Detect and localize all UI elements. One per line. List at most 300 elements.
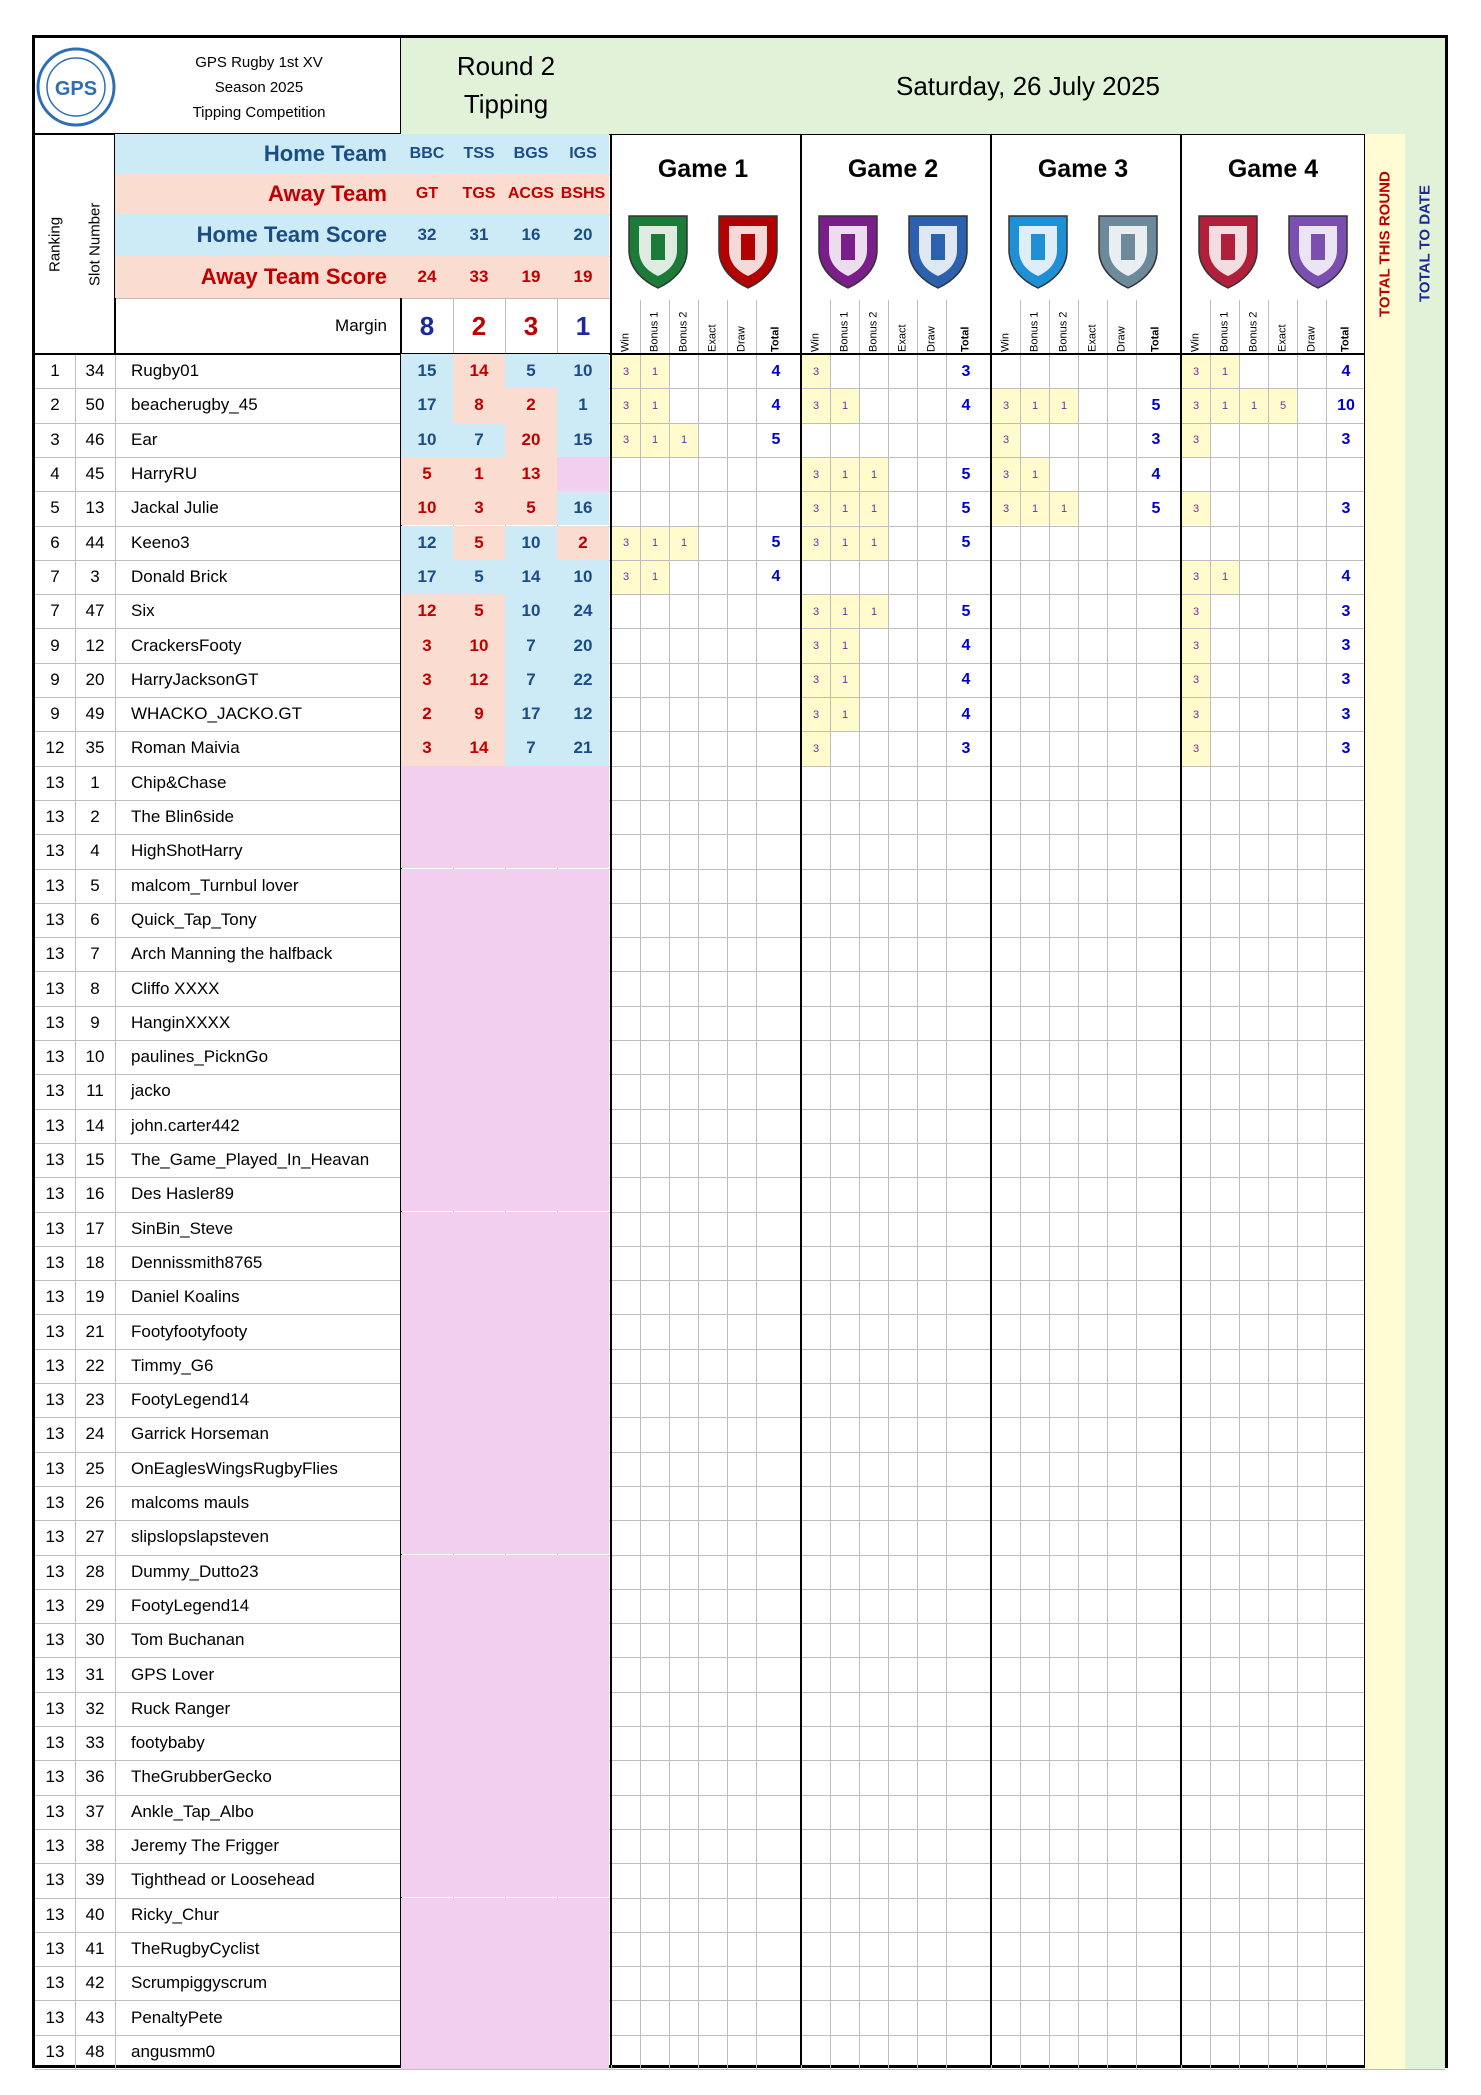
pick-game-3 (505, 1280, 557, 1314)
pick-game-3 (505, 766, 557, 800)
rank-cell: 13 (45, 909, 65, 929)
sub-col-bonus-1-2: Bonus 1 (838, 311, 851, 352)
col-line (669, 354, 670, 2069)
pick-game-1: 15 (401, 354, 453, 388)
game-4-bonus-1: 1 (1211, 561, 1239, 594)
game-3-win: 3 (992, 424, 1020, 457)
game-4-bonus-1: 1 (1211, 355, 1239, 388)
pick-game-2 (453, 1657, 505, 1691)
sub-col-win-3: Win (999, 333, 1012, 352)
pick-game-1 (401, 1109, 453, 1143)
tipster-name: FootyLegend14 (131, 1390, 250, 1410)
game-1-win: 3 (612, 527, 640, 560)
slot-cell: 46 (85, 429, 105, 449)
game-3-total: 3 (1151, 431, 1161, 449)
pick-game-4 (557, 2035, 609, 2069)
pick-game-4 (557, 1314, 609, 1348)
date-block (611, 38, 1445, 134)
game-1-bonus-2: 1 (670, 424, 698, 457)
pick-game-3: 7 (505, 628, 557, 662)
game-4-win: 3 (1182, 492, 1210, 525)
team-crest-2-away (901, 210, 975, 290)
game-4-total: 4 (1341, 568, 1351, 586)
slot-cell: 27 (85, 1527, 105, 1547)
slot-cell: 34 (85, 361, 105, 381)
game-4-total: 3 (1341, 705, 1351, 723)
rank-cell: 13 (45, 1561, 65, 1581)
home-score-label: Home Team Score (115, 214, 401, 256)
tipster-name: TheRugbyCyclist (131, 1938, 260, 1958)
away-score-1: 24 (401, 256, 453, 298)
pick-game-4 (557, 1143, 609, 1177)
home-score-1: 32 (401, 214, 453, 256)
pick-game-1 (401, 1657, 453, 1691)
slot-cell: 7 (90, 944, 100, 964)
game-2-win: 3 (802, 698, 830, 731)
slot-cell: 12 (85, 635, 105, 655)
sub-col-win-2: Win (809, 333, 822, 352)
game-3-win: 3 (992, 458, 1020, 491)
rank-cell: 13 (45, 1081, 65, 1101)
pick-game-4: 10 (557, 560, 609, 594)
pick-game-4 (557, 1726, 609, 1760)
game-2-total: 3 (961, 739, 971, 757)
game-4-exact: 5 (1269, 389, 1297, 422)
rank-cell: 1 (50, 361, 60, 381)
col-line (917, 354, 918, 2069)
col-line (1020, 354, 1021, 2069)
slot-cell: 32 (85, 1698, 105, 1718)
margin-1: 8 (419, 310, 435, 341)
pick-game-4 (557, 1417, 609, 1451)
pick-game-1 (401, 1212, 453, 1246)
slot-cell: 44 (85, 532, 105, 552)
pick-game-2 (453, 903, 505, 937)
tipster-name: HarryRU (131, 464, 198, 484)
pick-game-4 (557, 1520, 609, 1554)
pick-game-1: 17 (401, 388, 453, 422)
sub-col-exact-2: Exact (896, 324, 909, 352)
rank-cell: 6 (50, 532, 60, 552)
pick-game-1: 2 (401, 697, 453, 731)
sub-col-exact-4: Exact (1276, 324, 1289, 352)
pick-game-1 (401, 1040, 453, 1074)
game-2-win: 3 (802, 355, 830, 388)
tipster-name: Tighthead or Loosehead (131, 1870, 315, 1890)
tipster-name: Jackal Julie (131, 498, 219, 518)
pick-game-4 (557, 937, 609, 971)
game-title-3: Game 3 (1037, 154, 1129, 183)
pick-game-4: 10 (557, 354, 609, 388)
tipster-name: HanginXXXX (131, 1012, 231, 1032)
game-2-total: 4 (961, 671, 971, 689)
game-4-total: 3 (1341, 499, 1351, 517)
slot-cell: 2 (90, 807, 100, 827)
game-2-bonus-2: 1 (860, 458, 888, 491)
tipster-name: Chip&Chase (131, 772, 227, 792)
pick-game-4 (557, 1006, 609, 1040)
rank-cell: 13 (45, 1355, 65, 1375)
pick-game-4 (557, 1109, 609, 1143)
rank-cell: 13 (45, 1973, 65, 1993)
tipster-name: Six (131, 601, 155, 621)
pick-game-4 (557, 1383, 609, 1417)
tipster-name: The_Game_Played_In_Heavan (131, 1150, 370, 1170)
rank-cell: 13 (45, 1012, 65, 1032)
pick-game-4: 22 (557, 663, 609, 697)
tipster-name: GPS Lover (131, 1664, 215, 1684)
rank-cell: 4 (50, 464, 60, 484)
rank-cell: 13 (45, 1390, 65, 1410)
rank-cell: 13 (45, 1321, 65, 1341)
slot-cell: 45 (85, 464, 105, 484)
pick-game-4 (557, 1555, 609, 1589)
game-1-win: 3 (612, 561, 640, 594)
pick-game-2 (453, 869, 505, 903)
tipster-name: HighShotHarry (131, 841, 243, 861)
rank-cell: 13 (45, 1767, 65, 1787)
game-1-bonus-1: 1 (641, 355, 669, 388)
pick-game-3 (505, 1692, 557, 1726)
game-2-bonus-2: 1 (860, 492, 888, 525)
slot-cell: 6 (90, 909, 100, 929)
home-team-4: IGS (557, 134, 609, 174)
game-1-win: 3 (612, 424, 640, 457)
tipster-name: john.carter442 (131, 1115, 240, 1135)
pick-game-4 (557, 1486, 609, 1520)
tipster-name: The Blin6side (131, 807, 235, 827)
pick-game-4 (557, 1657, 609, 1691)
pick-game-3 (505, 1932, 557, 1966)
game-1-total: 4 (771, 396, 781, 414)
slot-cell: 14 (85, 1115, 105, 1135)
game-2-total: 3 (961, 362, 971, 380)
pick-game-2: 5 (453, 526, 505, 560)
pick-game-1 (401, 1726, 453, 1760)
home-team-label: Home Team (115, 134, 401, 174)
pick-game-4: 2 (557, 526, 609, 560)
pick-game-3 (505, 869, 557, 903)
game-1-bonus-2: 1 (670, 527, 698, 560)
pick-game-1 (401, 1280, 453, 1314)
pick-game-2 (453, 766, 505, 800)
col-line (888, 354, 889, 2069)
pick-game-1: 10 (401, 491, 453, 525)
tipster-name: footybaby (131, 1733, 205, 1753)
tipster-name: Footyfootyfooty (131, 1321, 248, 1341)
ranking-header: Ranking (46, 216, 64, 272)
pick-game-1 (401, 869, 453, 903)
pick-game-1 (401, 937, 453, 971)
pick-game-4 (557, 457, 609, 491)
rank-cell: 13 (45, 1493, 65, 1513)
pick-game-2: 14 (453, 354, 505, 388)
tipster-name: Cliffo XXXX (131, 978, 220, 998)
pick-game-3 (505, 1006, 557, 1040)
pick-game-4 (557, 1795, 609, 1829)
slot-cell: 1 (90, 772, 100, 792)
home-team-1: BBC (401, 134, 453, 174)
rank-cell: 13 (45, 1870, 65, 1890)
game-4-win: 3 (1182, 698, 1210, 731)
row-line (35, 2069, 1445, 2070)
pick-game-1 (401, 1417, 453, 1451)
pick-game-3: 7 (505, 731, 557, 765)
game-3-win: 3 (992, 492, 1020, 525)
game-3-bonus-1: 1 (1021, 492, 1049, 525)
game-2-bonus-2: 1 (860, 527, 888, 560)
pick-game-3: 10 (505, 594, 557, 628)
tipster-name: TheGrubberGecko (131, 1767, 272, 1787)
pick-game-4 (557, 1932, 609, 1966)
home-team-3: BGS (505, 134, 557, 174)
pick-game-4 (557, 1623, 609, 1657)
tipster-name: Ricky_Chur (131, 1904, 219, 1924)
pick-game-1 (401, 1829, 453, 1863)
col-line (640, 354, 641, 2069)
team-crest-1-home (621, 210, 695, 290)
slot-cell: 10 (85, 1047, 105, 1067)
comp-line-3: Tipping Competition (192, 103, 326, 121)
sub-col-exact-3: Exact (1086, 324, 1099, 352)
tipster-name: malcoms mauls (131, 1493, 250, 1513)
pick-game-1 (401, 1795, 453, 1829)
home-score-4: 20 (557, 214, 609, 256)
game-4-bonus-2: 1 (1240, 389, 1268, 422)
pick-game-2 (453, 1143, 505, 1177)
slot-cell: 22 (85, 1355, 105, 1375)
sub-col-total-2: Total (959, 326, 972, 352)
game-2-win: 3 (802, 629, 830, 662)
slot-cell: 16 (85, 1184, 105, 1204)
tipster-name: beacherugby_45 (131, 395, 258, 415)
tipster-name: Scrumpiggyscrum (131, 1973, 268, 1993)
pick-game-4 (557, 1280, 609, 1314)
sub-col-win-1: Win (619, 333, 632, 352)
logo-text: GPS (54, 78, 98, 100)
slot-cell: 9 (90, 1012, 100, 1032)
pick-game-1 (401, 1246, 453, 1280)
pick-game-3 (505, 903, 557, 937)
pick-game-3 (505, 1829, 557, 1863)
rank-cell: 13 (45, 1733, 65, 1753)
pick-game-4: 15 (557, 423, 609, 457)
pick-game-4 (557, 1829, 609, 1863)
slot-cell: 18 (85, 1252, 105, 1272)
slot-cell: 28 (85, 1561, 105, 1581)
game-4-win: 3 (1182, 629, 1210, 662)
pick-game-2 (453, 1314, 505, 1348)
team-crest-1-away (711, 210, 785, 290)
slot-cell: 20 (85, 669, 105, 689)
tipster-name: FootyLegend14 (131, 1595, 250, 1615)
tipster-name: Dummy_Dutto23 (131, 1561, 259, 1581)
pick-game-3 (505, 1074, 557, 1108)
tipster-name: Roman Maivia (131, 738, 240, 758)
slot-cell: 42 (85, 1973, 105, 1993)
pick-game-4: 16 (557, 491, 609, 525)
pick-game-2: 10 (453, 628, 505, 662)
game-4-total: 3 (1341, 671, 1351, 689)
pick-game-1: 17 (401, 560, 453, 594)
sub-col-bonus-2-2: Bonus 2 (867, 311, 880, 352)
slot-cell: 48 (85, 2041, 105, 2061)
pick-game-3 (505, 1657, 557, 1691)
tipster-name: malcom_Turnbul lover (131, 875, 299, 895)
team-crest-3-home (1001, 210, 1075, 290)
pick-game-2: 5 (453, 560, 505, 594)
tipster-name: Jeremy The Frigger (131, 1836, 280, 1856)
game-2-total: 5 (961, 534, 971, 552)
sub-col-total-4: Total (1339, 326, 1352, 352)
rank-cell: 13 (45, 1527, 65, 1547)
game-2-win: 3 (802, 527, 830, 560)
rank-cell: 12 (45, 738, 65, 758)
title-block (35, 38, 401, 134)
pick-game-3: 13 (505, 457, 557, 491)
game-2-bonus-1: 1 (831, 664, 859, 697)
col-line (1297, 354, 1298, 2069)
game-2-total: 5 (961, 602, 971, 620)
pick-game-1 (401, 1623, 453, 1657)
pick-game-4 (557, 1177, 609, 1211)
away-score-label: Away Team Score (115, 256, 401, 298)
game-2-bonus-1: 1 (831, 595, 859, 628)
away-team-4: BSHS (557, 174, 609, 214)
rank-cell: 13 (45, 2007, 65, 2027)
game-1-bonus-1: 1 (641, 424, 669, 457)
pick-game-2: 8 (453, 388, 505, 422)
away-score-4: 19 (557, 256, 609, 298)
slot-number-header: Slot Number (86, 202, 104, 286)
pick-game-3 (505, 1760, 557, 1794)
tipster-name: Tom Buchanan (131, 1630, 245, 1650)
round-subtitle: Tipping (463, 88, 549, 119)
sub-col-bonus-1-1: Bonus 1 (648, 311, 661, 352)
game-4-win: 3 (1182, 561, 1210, 594)
sub-col-exact-1: Exact (706, 324, 719, 352)
pick-game-4 (557, 2000, 609, 2034)
sub-col-draw-4: Draw (1305, 326, 1318, 352)
pick-game-3 (505, 1314, 557, 1348)
pick-game-1 (401, 971, 453, 1005)
pick-game-2 (453, 1898, 505, 1932)
game-4-total: 3 (1341, 602, 1351, 620)
pick-game-4: 24 (557, 594, 609, 628)
rank-cell: 13 (45, 1595, 65, 1615)
pick-game-1 (401, 1589, 453, 1623)
pick-game-3: 17 (505, 697, 557, 731)
pick-game-1: 12 (401, 526, 453, 560)
pick-game-1 (401, 1349, 453, 1383)
slot-cell: 3 (90, 566, 100, 586)
pick-game-2 (453, 800, 505, 834)
comp-line-1: GPS Rugby 1st XV (195, 53, 323, 71)
game-3-win: 3 (992, 389, 1020, 422)
rank-cell: 13 (45, 1218, 65, 1238)
pick-game-3 (505, 1246, 557, 1280)
pick-game-3 (505, 1349, 557, 1383)
pick-game-2 (453, 1246, 505, 1280)
slot-cell: 49 (85, 704, 105, 724)
rank-cell: 7 (50, 566, 60, 586)
game-4-win: 3 (1182, 355, 1210, 388)
pick-game-1: 3 (401, 663, 453, 697)
away-score-2: 33 (453, 256, 505, 298)
slot-cell: 50 (85, 395, 105, 415)
pick-game-2: 14 (453, 731, 505, 765)
pick-game-3 (505, 1143, 557, 1177)
col-line (1049, 354, 1050, 2069)
pick-game-3 (505, 800, 557, 834)
pick-game-2 (453, 1212, 505, 1246)
pick-game-3 (505, 2000, 557, 2034)
game-2-win: 3 (802, 664, 830, 697)
pick-game-2 (453, 1349, 505, 1383)
pick-game-1: 12 (401, 594, 453, 628)
game-4-total: 3 (1341, 637, 1351, 655)
pick-game-2 (453, 1760, 505, 1794)
tipster-name: Ruck Ranger (131, 1698, 231, 1718)
game-1-total: 5 (771, 431, 781, 449)
sub-col-win-4: Win (1189, 333, 1202, 352)
pick-game-4 (557, 834, 609, 868)
pick-game-3 (505, 1109, 557, 1143)
slot-cell: 37 (85, 1801, 105, 1821)
pick-game-1: 3 (401, 628, 453, 662)
pick-game-3 (505, 1623, 557, 1657)
game-1-win: 3 (612, 355, 640, 388)
slot-cell: 19 (85, 1287, 105, 1307)
pick-game-3 (505, 1177, 557, 1211)
rank-cell: 13 (45, 1904, 65, 1924)
pick-game-3 (505, 1863, 557, 1897)
game-3-total: 5 (1151, 499, 1161, 517)
slot-cell: 47 (85, 601, 105, 621)
pick-game-3: 5 (505, 491, 557, 525)
team-crest-3-away (1091, 210, 1165, 290)
tipster-name: paulines_PicknGo (131, 1047, 269, 1067)
home-score-2: 31 (453, 214, 505, 256)
pick-game-2 (453, 1486, 505, 1520)
pick-game-2 (453, 1452, 505, 1486)
pick-game-2 (453, 1692, 505, 1726)
slot-cell: 40 (85, 1904, 105, 1924)
slot-cell: 13 (85, 498, 105, 518)
pick-game-4 (557, 1863, 609, 1897)
game-3-bonus-1: 1 (1021, 389, 1049, 422)
pick-game-2 (453, 1589, 505, 1623)
pick-game-2: 5 (453, 594, 505, 628)
game-1-win: 3 (612, 389, 640, 422)
away-team-label: Away Team (115, 174, 401, 214)
pick-game-4: 12 (557, 697, 609, 731)
pick-game-2 (453, 1006, 505, 1040)
game-3-total: 4 (1151, 465, 1161, 483)
col-line (756, 354, 757, 2069)
rank-cell: 13 (45, 1287, 65, 1307)
pick-game-1 (401, 1898, 453, 1932)
margin-label: Margin (335, 316, 387, 335)
sub-col-bonus-1-3: Bonus 1 (1028, 311, 1041, 352)
pick-game-1 (401, 1520, 453, 1554)
pick-game-3 (505, 1726, 557, 1760)
col-line (115, 354, 116, 2069)
tipster-name: PenaltyPete (131, 2007, 223, 2027)
tipster-name: Dennissmith8765 (131, 1252, 263, 1272)
rank-cell: 9 (50, 669, 60, 689)
sub-col-draw-3: Draw (1115, 326, 1128, 352)
